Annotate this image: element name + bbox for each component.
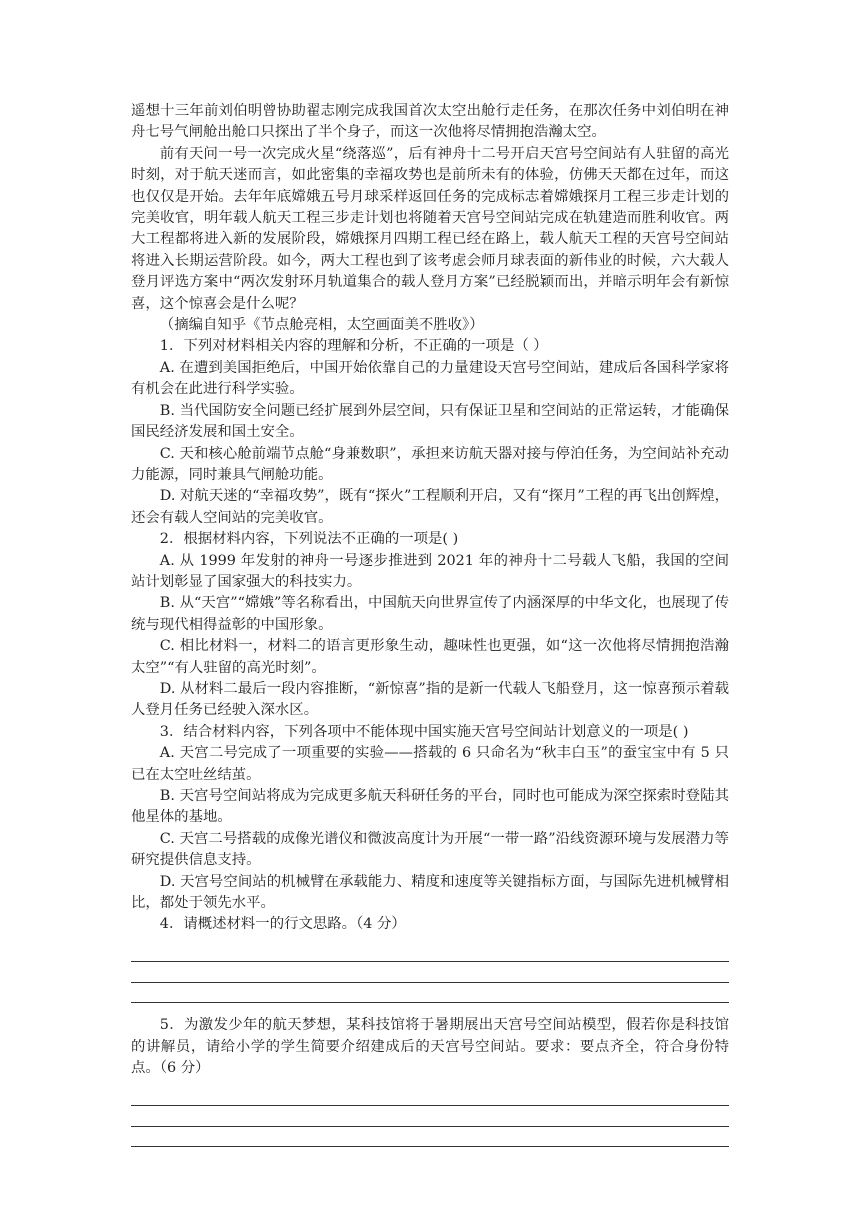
passage-content [131, 101, 729, 1159]
question-5-answer-area[interactable] [131, 1086, 729, 1148]
question-1-option-b: B. 当代国防安全问题已经扩展到外层空间，只有保证卫星和空间站的正常运转，才能确保国民经济发展和国土安全。 [131, 402, 729, 441]
question-3-stem: 3．结合材料内容，下列各项中不能体现中国实施天宫号空间站计划意义的一项是( ) [159, 723, 689, 740]
answer-line [131, 962, 729, 983]
answer-line [131, 1106, 729, 1127]
paragraph-1: 遥想十三年前刘伯明曾协助翟志刚完成我国首次太空出舱行走任务，在那次任务中刘伯明在神舟七号气闸舱出舱口只探出了半个身子，而这一次他将尽情拥抱浩瀚太空。 [131, 103, 729, 141]
question-4-stem: 4．请概述材料一的行文思路。（4 分） [159, 916, 406, 933]
question-4-answer-area[interactable] [131, 942, 729, 1004]
answer-line [131, 1086, 729, 1107]
answer-line [131, 942, 729, 963]
question-3-option-b: B. 天宫号空间站将成为完成更多航天科研任务的平台，同时也可能成为深空探索时登陆其他星体的基地。 [131, 788, 729, 826]
question-1-option-a: A. 在遭到美国拒绝后，中国开始依靠自己的力量建设天宫号空间站，建成后各国科学家将有机会在此进行科学实验。 [131, 359, 729, 398]
question-1-option-d: D. 对航天迷的“幸福攻势”，既有“探火”工程顺利开启，又有“探月”工程的再飞出创辉煌，还会有载人空间站的完美收官。 [131, 488, 729, 526]
question-2-option-d: D. 从材料二最后一段内容推断，“新惊喜”指的是新一代载人飞船登月，这一惊喜预示着载人登月任务已经驶入深水区。 [131, 680, 729, 719]
source-citation: （摘编自知乎《节点舱亮相，太空画面美不胜收》） [159, 317, 484, 334]
question-3-option-a: A. 天宫二号完成了一项重要的实验——搭载的 6 只命名为“秋丰白玉”的蚕宝宝中有 5 只已在太空吐丝结茧。 [131, 745, 729, 783]
question-3-option-d: D. 天宫号空间站的机械臂在承载能力、精度和速度等关键指标方面，与国际先进机械臂相比，都处于领先水平。 [131, 873, 729, 912]
paragraph-2: 前有天问一号一次完成火星“绕落巡”，后有神舟十二号开启天宫号空间站有人驻留的高光时刻，对于航天迷而言，如此密集的幸福攻势也是前所未有的体验，仿佛天天都在过年，而这也仅仅是开始。去年年底嫦娥五号月球采样返回任务的完成标志着嫦娥探月工程三步走计划的完美收官，明年载人航天工程三步走计划也将随着天宫号空间站完成在轨建造而胜利收官。两大工程都将进入新的发展阶段，嫦娥探月四期工程已经在路上，载人航天工程的天宫号空间站将进入长期运营阶段。如今，两大工程也到了该考虑会师月球表面的新伟业的时候，六大载人登月评选方案中“两次发射环月轨道集合的载人登月方案”已经脱颖而出，并暗示明年会有新惊喜，这个惊喜会是什么呢？ [131, 145, 729, 312]
question-1-stem: 1．下列对材料相关内容的理解和分析，不正确的一项是（ ） [159, 338, 548, 355]
answer-line [131, 983, 729, 1004]
question-3-option-c: C. 天宫二号搭载的成像光谱仪和微波高度计为开展“一带一路”沿线资源环境与发展潜力等研究提供信息支持。 [131, 830, 729, 869]
question-2-option-b: B. 从“天宫”“嫦娥”等名称看出，中国航天向世界宣传了内涵深厚的中华文化，也展现了传统与现代相得益彰的中国形象。 [131, 595, 729, 633]
question-5-stem: 5．为激发少年的航天梦想，某科技馆将于暑期展出天宫号空间站模型，假若你是科技馆的讲解员，请给小学的学生简要介绍建成后的天宫号空间站。要求：要点齐全，符合身份特点。（6 分） [131, 1017, 729, 1077]
question-2-option-c: C. 相比材料一，材料二的语言更形象生动，趣味性也更强，如“这一次他将尽情拥抱浩瀚太空”“有人驻留的高光时刻”。 [131, 638, 729, 676]
answer-line [131, 1127, 729, 1148]
question-1-option-c: C. 天和核心舱前端节点舱“身兼数职”，承担来访航天器对接与停泊任务，为空间站补充动力能源，同时兼具气闸舱功能。 [131, 445, 729, 483]
question-2-option-a: A. 从 1999 年发射的神舟一号逐步推进到 2021 年的神舟十二号载人飞船，我国的空间站计划彰显了国家强大的科技实力。 [131, 552, 729, 590]
question-2-stem: 2．根据材料内容，下列说法不正确的一项是( ) [159, 531, 459, 548]
